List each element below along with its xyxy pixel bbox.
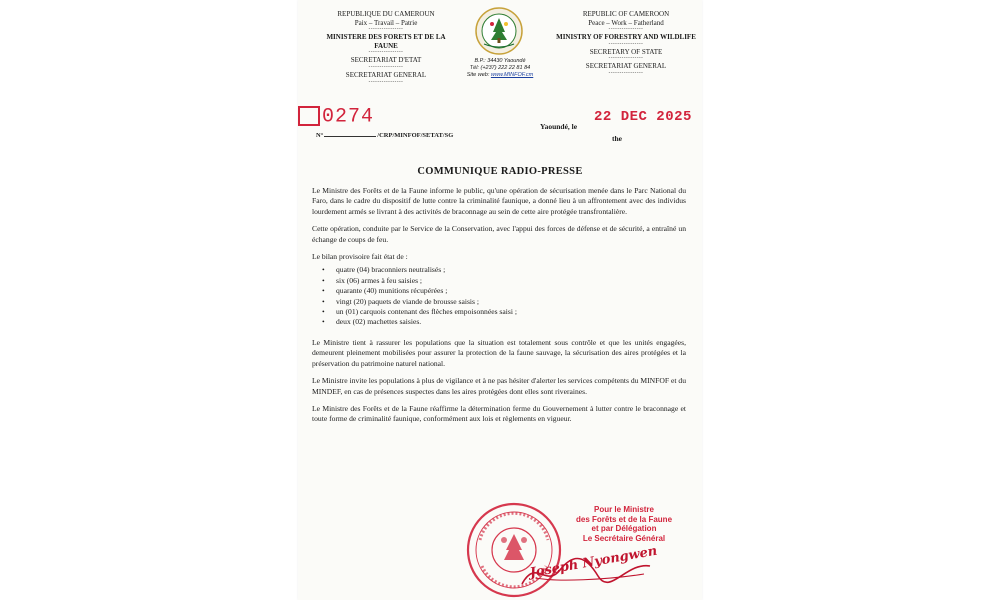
header-right-dots-4: ---------------- [608, 70, 644, 76]
header-left-motto: Paix – Travail – Patrie [354, 18, 418, 27]
header-left-dots-4: ---------------- [368, 79, 404, 85]
signatory-name: Joseph Nyongwen [528, 543, 659, 581]
header-right-ministry: MINISTRY OF FORESTRY AND WILDLIFE [556, 33, 696, 42]
header-right-dots-3: ---------------- [608, 56, 644, 62]
date-place-text: Yaoundé, le [540, 122, 578, 131]
header-right-country: REPUBLIC OF CAMEROON [582, 10, 670, 18]
list-item: • quatre (04) braconniers neutralisés ; [322, 265, 686, 275]
stamp-number-text: 0274 [322, 105, 375, 129]
signatory-line-4: Le Secrétaire Général [582, 533, 666, 543]
header-left-block [316, 10, 456, 86]
header-right-motto: Peace – Work – Fatherland [588, 18, 664, 27]
header-right-block [556, 10, 696, 77]
signatory-line-3: et par Délégation [591, 524, 657, 534]
paragraph-1: Le Ministre des Forêts et de la Faune informe le public, qu'une opération de sécurisation menée dans le Parc National du Faro, dans le cadre du dispositif de lutte contre la criminalité faunique, a donné lieu à un affrontement avec des individus lourdement armés se livrant à des activités de braconnage au sein de cette aire protégée transfrontalière. [312, 186, 686, 216]
header-left-country: REPUBLIQUE DU CAMEROUN [337, 10, 435, 18]
signatory-line-2: des Forêts et de la Faune [575, 514, 673, 524]
reference-suffix: /CRP/MINFOF/SETAT/SG [377, 132, 454, 139]
paragraph-6: Le Ministre des Forêts et de la Faune réaffirme la détermination ferme du Gouvernement à lutter contre le braconnage et toute forme de criminalité faunique, conformément aux lois et règlements en vigueur. [312, 403, 686, 424]
document-page [298, 0, 702, 600]
header-left-dots-2: ---------------- [368, 50, 404, 56]
reference-prefix: N° [316, 132, 324, 139]
header-right-dots-1: ---------------- [608, 27, 644, 33]
header-left-ministry: MINISTERE DES FORETS ET DE LA FAUNE [326, 33, 446, 50]
header-right-office-2: SECRETARIAT GENERAL [585, 62, 667, 71]
header-left-office-2: SECRETARIAT GENERAL [345, 70, 427, 79]
website-label: Site web: [466, 71, 490, 78]
po-box: B.P.: 34430 Yaoundé [474, 58, 526, 64]
header-right-dots-2: ---------------- [608, 41, 644, 47]
paragraph-2: Cette opération, conduite par le Service de la Conservation, avec l'appui des forces de défense et de sécurité, a entraîné un échange de coups de feu. [312, 224, 686, 244]
telephone: Tél: (+237) 222 22 81 84 [469, 64, 531, 71]
seizure-list [322, 265, 686, 327]
website-link[interactable]: www.MINFOF.cm [490, 71, 534, 78]
list-item: • quarante (40) munitions récupérées ; [322, 286, 686, 296]
reference-number-stamp [298, 106, 374, 128]
ministry-address [452, 58, 548, 78]
list-item: • vingt (20) paquets de viande de brousse saisis ; [322, 297, 686, 307]
signatory-line-1: Pour le Ministre [593, 505, 654, 514]
communique-title: COMMUNIQUE RADIO-PRESSE [417, 166, 583, 177]
communique-body [312, 186, 686, 432]
website-line [452, 72, 548, 79]
paragraph-5: Le Ministre invite les populations à plus de vigilance et à ne pas hésiter d'alerter les services compétents du MINFOF et du MINDEF, en cas de présences suspectes dans les aires protégées dont elles sont riveraines. [312, 376, 686, 396]
ministry-crest-logo [474, 6, 524, 56]
reference-blank [324, 136, 376, 137]
header-right-office-1: SECRETARY OF STATE [589, 47, 663, 56]
header-left-dots-1: ---------------- [368, 27, 404, 33]
date-stamp: 22 DEC 2025 [594, 109, 692, 125]
list-item: • six (06) armes à feu saisies ; [322, 276, 686, 286]
list-item: • un (01) carquois contenant des flèches empoisonnées saisi ; [322, 307, 686, 317]
signatory-block [560, 505, 688, 543]
header-left-office-1: SECRETARIAT D'ETAT [350, 56, 422, 65]
list-item: • deux (02) machettes saisies. [322, 317, 686, 327]
stamp-box-mark [298, 106, 320, 126]
header-left-dots-3: ---------------- [368, 64, 404, 70]
paragraph-3: Le bilan provisoire fait état de : [312, 252, 408, 262]
date-the-label: the [612, 134, 622, 143]
date-place-label [540, 122, 577, 131]
reference-line [316, 132, 453, 139]
paragraph-4: Le Ministre tient à rassurer les populations que la situation est totalement sous contrôle et que les unités engagées, demeurent pleinement mobilisées pour assurer la protection de la faune sauvage, la sécurisation des aires protégées et la préservation du patrimoine naturel national. [312, 337, 686, 368]
